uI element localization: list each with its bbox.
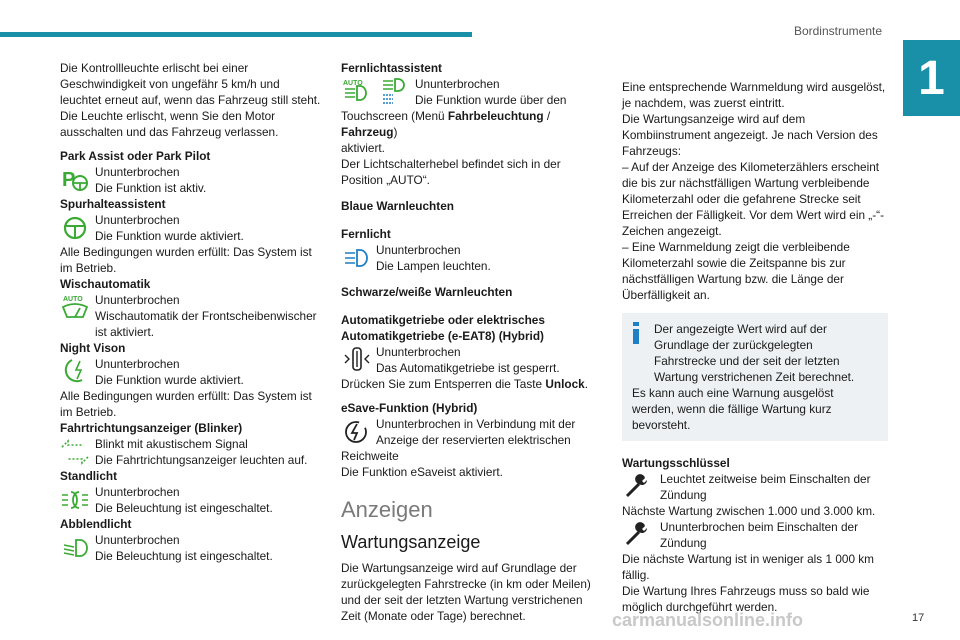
page-header-title: Bordinstrumente xyxy=(793,24,882,38)
low-beam-state: Ununterbrochen xyxy=(95,533,180,547)
highbeam-assist-desc: Die Funktion wurde über den xyxy=(415,93,567,107)
svg-text:P: P xyxy=(62,169,76,191)
lane-assist-note: Alle Bedingungen wurden erfüllt: Das System ist im Betrieb. xyxy=(60,245,312,275)
esave-desc: Ununterbrochen in Verbindung mit der Anzeige der reservierten elektrischen xyxy=(376,417,576,447)
unlock-key-label: Unlock xyxy=(545,377,585,391)
highbeam-auto-label: AUTO xyxy=(343,80,363,87)
highbeam-menu-prefix: Touchscreen (Menü xyxy=(341,109,448,123)
blue-warnings-heading: Blaue Warnleuchten xyxy=(341,199,454,213)
park-assist-item xyxy=(60,164,322,196)
esave-note: Die Funktion eSaveist aktiviert. xyxy=(341,465,503,479)
high-beam-state: Ununterbrochen xyxy=(376,243,461,257)
gearbox-state: Ununterbrochen xyxy=(376,345,461,359)
auto-wiper-heading: Wischautomatik xyxy=(60,277,151,291)
parking-light-heading: Standlicht xyxy=(60,469,118,483)
high-beam-desc: Die Lampen leuchten. xyxy=(376,259,491,273)
low-beam-heading: Abblendlicht xyxy=(60,517,132,531)
wartung-intro: Die Wartungsanzeige wird auf Grundlage der zurückgelegten Fahrstrecke (in km oder Meilen) und der seit der letzten Wartung verstrichenen Zeit (Monate oder Tage) berechnet. xyxy=(341,561,591,623)
lane-assist-desc: Die Funktion wurde aktiviert. xyxy=(95,229,244,243)
section-title-anzeigen: Anzeigen xyxy=(341,497,433,522)
turn-signal-desc: Die Fahrtrichtungsanzeiger leuchten auf. xyxy=(95,453,308,467)
wrench-icon xyxy=(622,472,652,500)
night-vision-state: Ununterbrochen xyxy=(95,357,180,371)
highbeam-assist-state: Ununterbrochen xyxy=(415,77,500,91)
auto-wiper-desc: Wischautomatik der Frontscheibenwischer ist aktiviert. xyxy=(95,309,317,339)
highbeam-auto-icon xyxy=(341,77,371,105)
park-assist-heading: Park Assist oder Park Pilot xyxy=(60,149,211,163)
menu-fahrbeleuchtung: Fahrbeleuchtung xyxy=(447,109,544,123)
display-location-text: Die Wartungsanzeige wird auf dem Kombiinstrument angezeigt. Je nach Version des Fahrzeugs: xyxy=(622,112,878,158)
highbeam-assist-item xyxy=(341,76,603,108)
gearbox-note-end: . xyxy=(584,377,588,391)
high-beam-heading: Fernlicht xyxy=(341,227,391,241)
park-assist-icon xyxy=(60,165,90,193)
watermark: carmanualsonline.info xyxy=(612,610,804,630)
turn-signal-item xyxy=(60,436,322,468)
night-vision-item xyxy=(60,356,322,388)
low-beam-desc: Die Beleuchtung ist eingeschaltet. xyxy=(95,549,273,563)
high-beam-icon xyxy=(341,243,371,271)
gearbox-note xyxy=(341,376,603,392)
park-assist-desc: Die Funktion ist aktiv. xyxy=(95,181,207,195)
menu-separator: / xyxy=(543,109,551,123)
column-2 xyxy=(341,60,603,624)
turn-signal-state: Blinkt mit akustischem Signal xyxy=(95,437,248,451)
lane-assist-heading: Spurhalteassistent xyxy=(60,197,166,211)
bw-warnings-heading: Schwarze/weiße Warnleuchten xyxy=(341,285,513,299)
service-key-2-desc: Ununterbrochen beim Einschalten der Zündung xyxy=(660,520,859,550)
info-box xyxy=(622,313,888,441)
intro-text: Die Kontrollleuchte erlischt bei einer Geschwindigkeit von ungefähr 5 km/h und leuchtet erneut auf, wenn das Fahrzeug still steht. Die Leuchte erlischt, wenn Sie den Motor ausschalten und das Fahrzeug verlassen. xyxy=(60,61,321,139)
info-text-2: Es kann auch eine Warnung ausgelöst werden, wenn die fällige Wartung kurz bevorsteht. xyxy=(632,386,834,432)
service-key-item-2 xyxy=(622,519,888,551)
service-key-heading: Wartungsschlüssel xyxy=(622,456,730,470)
parking-light-desc: Die Beleuchtung ist eingeschaltet. xyxy=(95,501,273,515)
column-3 xyxy=(622,79,888,615)
highbeam-assist-note: Der Lichtschalterhebel befindet sich in der Position „AUTO“. xyxy=(341,157,561,187)
lane-assist-item xyxy=(60,212,322,244)
low-beam-icon xyxy=(60,533,90,561)
park-assist-state: Ununterbrochen xyxy=(95,165,180,179)
menu-close: ) xyxy=(393,125,398,139)
page-number: 17 xyxy=(912,612,925,624)
gearbox-note-text: Drücken Sie zum Entsperren die Taste xyxy=(341,377,546,391)
auto-wiper-state: Ununterbrochen xyxy=(95,293,180,307)
night-vision-note: Alle Bedingungen wurden erfüllt: Das System ist im Betrieb. xyxy=(60,389,312,419)
service-key-item-1 xyxy=(622,471,888,503)
service-key-2-note: Die nächste Wartung ist in weniger als 1 000 km fällig. xyxy=(622,552,875,582)
turn-signal-heading: Fahrtrichtungsanzeiger (Blinker) xyxy=(60,421,243,435)
wiper-icon xyxy=(60,293,90,321)
display-option-2: – Eine Warnmeldung zeigt die verbleibende Kilometerzahl sowie die Zeitspanne bis zur nächstfälligen Wartung bzw. die Länge der Überfälligkeit an. xyxy=(622,240,850,302)
gearbox-heading: Automatikgetriebe oder elektrisches Automatikgetriebe (e-EAT8) (Hybrid) xyxy=(341,313,545,343)
esave-heading: eSave-Funktion (Hybrid) xyxy=(341,401,478,415)
menu-fahrzeug: Fahrzeug xyxy=(341,125,394,139)
esave-range: Reichweite xyxy=(341,449,399,463)
gearbox-item xyxy=(341,344,603,376)
section-title-wartungsanzeige: Wartungsanzeige xyxy=(341,532,481,552)
night-vision-desc: Die Funktion wurde aktiviert. xyxy=(95,373,244,387)
display-option-1: – Auf der Anzeige des Kilometerzählers erscheint die bis zur nächstfälligen Wartung verbleibende Kilometerzahl oder die gefahrene Strecke seit Erreichen der Fälligkeit. Vor dem Wert wird ein „-“-Zeichen angezeigt. xyxy=(622,160,885,238)
parking-light-icon xyxy=(60,485,90,513)
esave-icon xyxy=(341,417,371,445)
night-vision-heading: Night Vison xyxy=(60,341,126,355)
info-text-1: Der angezeigte Wert wird auf der Grundlage der zurückgelegten Fahrstrecke und der seit der letzten Wartung verstrichenen Zeit berechnet. xyxy=(654,322,855,384)
high-beam-item xyxy=(341,242,603,274)
gearbox-desc: Das Automatikgetriebe ist gesperrt. xyxy=(376,361,560,375)
steering-wheel-icon xyxy=(60,213,90,241)
highbeam-assist-desc-3: aktiviert. xyxy=(341,141,385,155)
night-vision-icon xyxy=(60,357,90,385)
auto-wiper-item xyxy=(60,292,322,340)
gearbox-lock-icon xyxy=(341,345,371,373)
highbeam-icon xyxy=(379,77,409,105)
parking-light-state: Ununterbrochen xyxy=(95,485,180,499)
service-key-1-desc: Leuchtet zeitweise beim Einschalten der Zündung xyxy=(660,472,871,502)
low-beam-item xyxy=(60,532,322,564)
parking-light-item xyxy=(60,484,322,516)
wiper-auto-label: AUTO xyxy=(63,296,83,303)
turn-signal-icon xyxy=(60,437,90,465)
warning-trigger-text: Eine entsprechende Warnmeldung wird ausgelöst, je nachdem, was zuerst eintritt. xyxy=(622,80,886,110)
header-accent-bar xyxy=(0,32,472,37)
column-1 xyxy=(60,60,322,564)
lane-assist-state: Ununterbrochen xyxy=(95,213,180,227)
chapter-tab: 1 xyxy=(903,40,960,116)
highbeam-assist-heading: Fernlichtassistent xyxy=(341,61,442,75)
service-key-2-note-2: Die Wartung Ihres Fahrzeugs muss so bald wie möglich durchgeführt werden. xyxy=(622,584,870,614)
esave-item xyxy=(341,416,603,448)
service-key-1-note: Nächste Wartung zwischen 1.000 und 3.000 km. xyxy=(622,504,876,518)
wrench-icon xyxy=(622,520,652,548)
info-icon xyxy=(630,322,644,344)
highbeam-assist-desc-2 xyxy=(341,108,603,140)
